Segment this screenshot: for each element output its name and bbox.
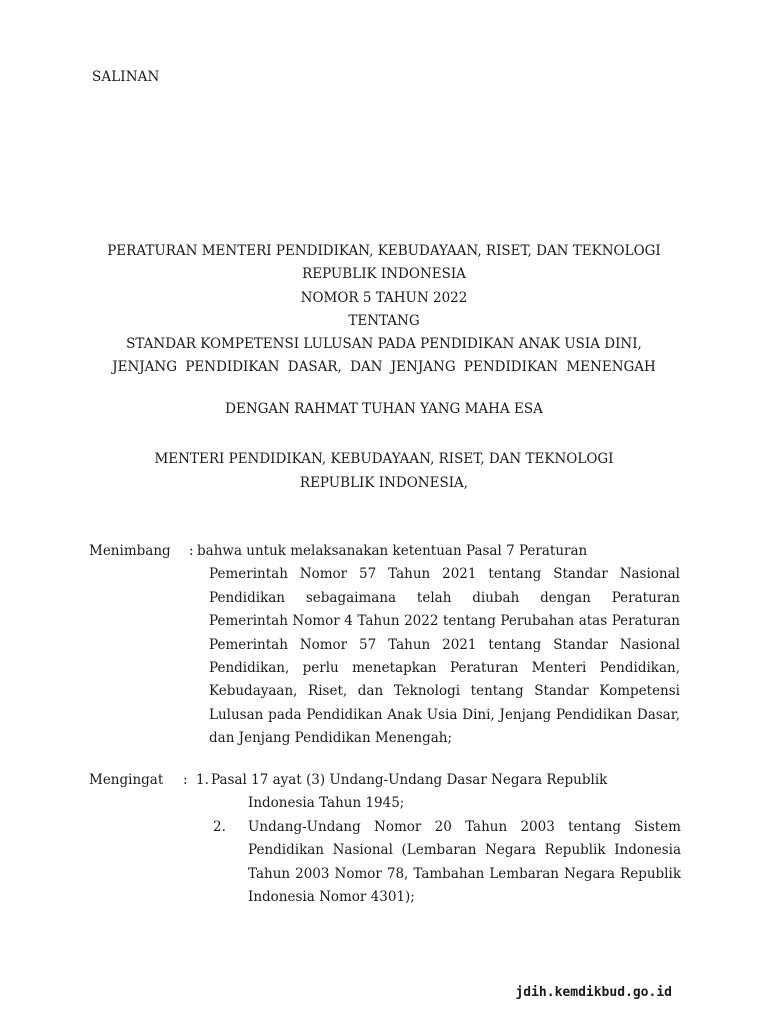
mengingat-item-1-first-line: Pasal 17 ayat (3) Undang-Undang Dasar Negara Republik [211,772,608,788]
mengingat-item-1-number: 1. [196,772,209,788]
menteri-line-2: REPUBLIK INDONESIA, [299,474,469,491]
menimbang-colon: : [189,543,194,559]
mengingat-label: Mengingat [89,772,164,788]
title-line-5: STANDAR KOMPETENSI LULUSAN PADA PENDIDIKAN ANAK USIA DINI, [126,336,642,353]
rahmat-heading: DENGAN RAHMAT TUHAN YANG MAHA ESA [225,401,543,417]
title-line-6: JENJANG PENDIDIKAN DASAR, DAN JENJANG PENDIDIKAN MENENGAH [112,359,656,376]
menimbang-first-line: bahwa untuk melaksanakan ketentuan Pasal 7 Peraturan [197,543,588,559]
footer-site-link[interactable]: jdih.kemdikbud.go.id [515,985,672,1000]
mengingat-item-2-number: 2. [213,818,226,835]
title-line-4: TENTANG [348,312,420,329]
mengingat-item-1-rest: Indonesia Tahun 1945; [248,795,405,812]
mengingat-item-1 [196,769,681,816]
menimbang-label: Menimbang [89,543,171,559]
title-line-1: PERATURAN MENTERI PENDIDIKAN, KEBUDAYAAN, RISET, DAN TEKNOLOGI [107,243,661,259]
mengingat-colon: : [183,772,188,788]
mengingat-list [196,769,681,909]
title-line-3: NOMOR 5 TAHUN 2022 [300,289,468,306]
mengingat-item-2-text: Undang-Undang Nomor 20 Tahun 2003 tentang Sistem Pendidikan Nasional (Lembaran Negara Republik Indonesia Tahun 2003 Nomor 78, Tambahan Lembaran Negara Republik Indonesia Nomor 4301); [248,818,681,906]
mengingat-item-2 [196,816,681,910]
menimbang-text [197,540,680,751]
menimbang-rest: Pemerintah Nomor 57 Tahun 2021 tentang Standar Nasional Pendidikan sebagaimana telah diubah dengan Peraturan Pemerintah Nomor 4 Tahun 2022 tentang Perubahan atas Peraturan Pemerintah Nomor 57 Tahun 2021 tentang Standar Nasional Pendidikan, perlu menetapkan Peraturan Menteri Pendidikan, Kebudayaan, Riset, dan Teknologi tentang Standar Kompetensi Lulusan pada Pendidikan Anak Usia Dini, Jenjang Pendidikan Dasar, dan Jenjang Pendidikan Menengah; [209,566,680,747]
regulation-title [80,240,688,380]
title-line-2: REPUBLIK INDONESIA [302,266,466,283]
menteri-heading [80,448,688,495]
salinan-label: SALINAN [92,69,160,85]
menteri-line-1: MENTERI PENDIDIKAN, KEBUDAYAAN, RISET, DAN TEKNOLOGI [154,451,614,467]
